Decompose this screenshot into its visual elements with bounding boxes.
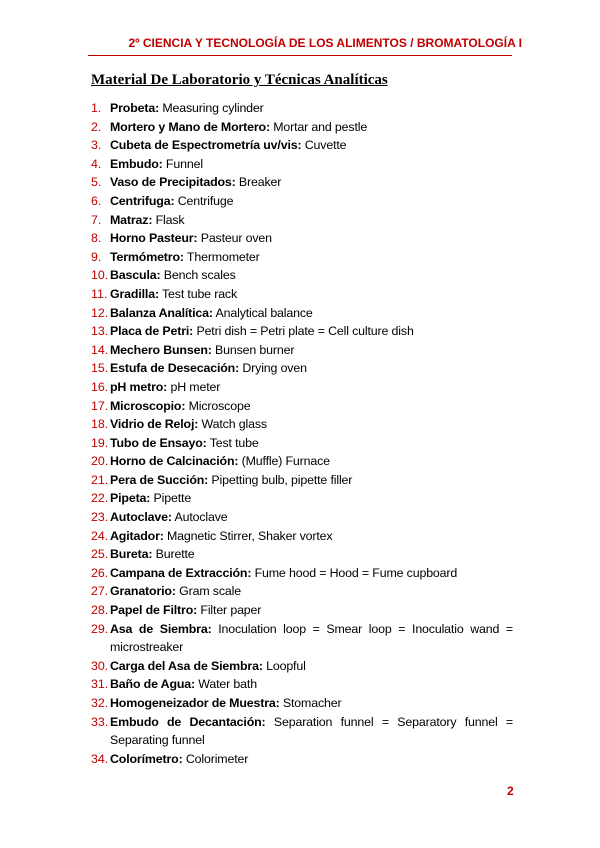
item-term: Bureta:: [110, 547, 153, 562]
item-translation: Thermometer: [183, 249, 260, 264]
item-number: 4.: [91, 156, 102, 171]
item-text: [110, 545, 513, 564]
list-item: [91, 601, 513, 620]
item-term: Baño de Agua:: [110, 677, 196, 692]
item-number: 17.: [91, 398, 109, 413]
list-item: [91, 359, 513, 378]
item-number: 18.: [91, 417, 109, 432]
item-translation: Loopful: [262, 658, 306, 673]
item-term: Centrifuga:: [110, 193, 175, 208]
list-item: [91, 675, 513, 694]
item-translation: Filter paper: [197, 603, 262, 618]
item-text: [110, 471, 513, 490]
item-translation: Inoculation loop = Smear loop = Inoculatio wand = microstreaker: [110, 621, 513, 655]
item-term: Homogeneizador de Muestra:: [110, 696, 280, 710]
list-item: [91, 322, 513, 341]
item-number: 11.: [91, 286, 108, 301]
item-text: [110, 657, 513, 676]
item-number: 26.: [91, 565, 109, 580]
list-item: [91, 378, 513, 397]
item-translation: Watch glass: [198, 417, 267, 432]
page-number: 2: [507, 784, 514, 798]
item-text: [110, 173, 513, 192]
item-translation: Separation funnel = Separatory funnel = Separating funnel: [110, 714, 513, 748]
item-number: 23.: [91, 510, 109, 525]
list-item: [91, 118, 513, 137]
item-text: [110, 285, 513, 304]
item-translation: Bunsen burner: [211, 342, 295, 357]
item-number: 30.: [91, 658, 109, 673]
list-item: [91, 99, 513, 118]
item-number: 34.: [91, 751, 109, 766]
item-text: [110, 713, 513, 750]
item-text: [110, 99, 513, 118]
item-text: [110, 359, 513, 378]
item-number: 5.: [91, 175, 102, 190]
item-term: Microscopio:: [110, 398, 186, 413]
item-number: 22.: [91, 491, 109, 506]
item-translation: (Muffle) Furnace: [238, 454, 330, 469]
item-term: Pipeta:: [110, 491, 151, 506]
item-translation: Flask: [152, 212, 185, 227]
item-term: Estufa de Desecación:: [110, 361, 240, 376]
item-text: [110, 266, 513, 285]
item-translation: Pipette: [150, 491, 192, 506]
item-translation: Gram scale: [175, 584, 241, 599]
item-number: 29.: [91, 621, 109, 636]
item-text: [110, 136, 513, 155]
list-item: [91, 508, 513, 527]
list-item: [91, 155, 513, 174]
item-text: [110, 155, 513, 174]
list-item: [91, 415, 513, 434]
item-number: 25.: [91, 547, 109, 562]
item-text: [110, 211, 513, 230]
item-translation: Magnetic Stirrer, Shaker vortex: [163, 528, 333, 543]
item-translation: Microscope: [185, 398, 251, 413]
list-item: [91, 620, 513, 657]
item-text: [110, 341, 513, 360]
item-text: [110, 582, 513, 601]
item-number: 28.: [91, 603, 109, 618]
list-item: [91, 582, 513, 601]
item-text: [110, 750, 513, 769]
item-term: Papel de Filtro:: [110, 603, 198, 618]
item-number: 21.: [91, 472, 109, 487]
item-number: 1.: [91, 101, 102, 115]
item-number: 19.: [91, 435, 109, 450]
list-item: [91, 452, 513, 471]
item-number: 10.: [91, 268, 109, 283]
list-item: [91, 434, 513, 453]
item-term: Balanza Analítica:: [110, 305, 213, 320]
item-text: [110, 489, 513, 508]
item-number: 7.: [91, 212, 102, 227]
item-number: 32.: [91, 696, 109, 710]
list-item: [91, 173, 513, 192]
item-term: Granatorio:: [110, 584, 176, 599]
list-item: [91, 211, 513, 230]
item-translation: Stomacher: [279, 696, 342, 710]
item-term: Probeta:: [110, 101, 160, 115]
list-item: [91, 341, 513, 360]
item-text: [110, 378, 513, 397]
item-translation: Funnel: [162, 156, 203, 171]
item-text: [110, 620, 513, 657]
item-translation: Burette: [152, 547, 195, 562]
item-translation: Petri dish = Petri plate = Cell culture dish: [193, 324, 414, 339]
item-translation: Test tube rack: [158, 286, 238, 301]
item-translation: Water bath: [195, 677, 257, 692]
item-translation: Analytical balance: [212, 305, 313, 320]
item-text: [110, 397, 513, 416]
item-text: [110, 564, 513, 583]
item-text: [110, 434, 513, 453]
item-translation: Pasteur oven: [197, 231, 272, 246]
item-term: Horno Pasteur:: [110, 231, 198, 246]
list-item: [91, 192, 513, 211]
list-item: [91, 489, 513, 508]
item-translation: Centrifuge: [174, 193, 234, 208]
item-text: [110, 694, 513, 713]
item-translation: Measuring cylinder: [159, 101, 264, 115]
document-title: Material De Laboratorio y Técnicas Analíticas: [91, 72, 388, 88]
item-number: 3.: [91, 138, 102, 153]
item-number: 20.: [91, 454, 109, 469]
item-number: 16.: [91, 379, 109, 394]
item-term: Vaso de Precipitados:: [110, 175, 236, 190]
list-item: [91, 527, 513, 546]
item-term: Embudo:: [110, 156, 163, 171]
item-number: 6.: [91, 193, 102, 208]
item-text: [110, 304, 513, 323]
item-number: 33.: [91, 714, 109, 729]
item-text: [110, 322, 513, 341]
equipment-list: [91, 99, 513, 768]
list-item: [91, 545, 513, 564]
item-term: Mortero y Mano de Mortero:: [110, 119, 270, 134]
item-number: 2.: [91, 119, 102, 134]
list-item: [91, 304, 513, 323]
item-term: Colorímetro:: [110, 751, 183, 766]
item-translation: Drying oven: [239, 361, 307, 376]
item-translation: Mortar and pestle: [269, 119, 368, 134]
item-text: [110, 192, 513, 211]
item-term: Gradilla:: [110, 286, 159, 301]
item-text: [110, 675, 513, 694]
item-number: 8.: [91, 231, 102, 246]
page-header: 2º CIENCIA Y TECNOLOGÍA DE LOS ALIMENTOS / BROMATOLOGÍA I: [128, 36, 522, 50]
item-translation: Pipetting bulb, pipette filler: [208, 472, 353, 487]
list-item: [91, 248, 513, 267]
item-number: 13.: [91, 324, 109, 339]
item-text: [110, 118, 513, 137]
list-item: [91, 750, 513, 769]
item-translation: Fume hood = Hood = Fume cupboard: [251, 565, 458, 580]
item-term: Pera de Succión:: [110, 472, 209, 487]
item-term: pH metro:: [110, 379, 168, 394]
list-item: [91, 713, 513, 750]
item-text: [110, 527, 513, 546]
item-text: [110, 601, 513, 620]
item-term: Bascula:: [110, 268, 161, 283]
list-item: [91, 564, 513, 583]
item-term: Autoclave:: [110, 510, 172, 525]
item-translation: Bench scales: [160, 268, 236, 283]
list-item: [91, 136, 513, 155]
item-term: Vidrio de Reloj:: [110, 417, 199, 432]
item-term: Placa de Petri:: [110, 324, 194, 339]
item-translation: Test tube: [206, 435, 259, 450]
list-item: [91, 471, 513, 490]
item-term: Asa de Siembra:: [110, 621, 212, 636]
item-translation: Colorimeter: [182, 751, 249, 766]
item-translation: Cuvette: [301, 138, 347, 153]
item-term: Horno de Calcinación:: [110, 454, 239, 469]
item-term: Mechero Bunsen:: [110, 342, 212, 357]
item-text: [110, 508, 513, 527]
item-text: [110, 415, 513, 434]
item-term: Embudo de Decantación:: [110, 714, 266, 729]
list-item: [91, 397, 513, 416]
item-text: [110, 452, 513, 471]
item-term: Carga del Asa de Siembra:: [110, 658, 263, 673]
item-text: [110, 248, 513, 267]
item-term: Cubeta de Espectrometría uv/vis:: [110, 138, 302, 153]
item-term: Tubo de Ensayo:: [110, 435, 207, 450]
header-divider: [88, 55, 512, 56]
item-number: 9.: [91, 249, 102, 264]
item-number: 27.: [91, 584, 109, 599]
item-translation: pH meter: [167, 379, 221, 394]
list-item: [91, 285, 513, 304]
list-item: [91, 266, 513, 285]
item-translation: Breaker: [235, 175, 282, 190]
item-term: Agitador:: [110, 528, 164, 543]
item-term: Campana de Extracción:: [110, 565, 252, 580]
item-number: 12.: [91, 305, 109, 320]
item-term: Matraz:: [110, 212, 153, 227]
item-text: [110, 229, 513, 248]
item-number: 15.: [91, 361, 109, 376]
item-number: 14.: [91, 342, 109, 357]
list-item: [91, 229, 513, 248]
item-number: 24.: [91, 528, 109, 543]
list-item: [91, 694, 513, 713]
list-item: [91, 657, 513, 676]
item-translation: Autoclave: [171, 510, 228, 525]
item-number: 31.: [91, 677, 109, 692]
item-term: Termómetro:: [110, 249, 184, 264]
